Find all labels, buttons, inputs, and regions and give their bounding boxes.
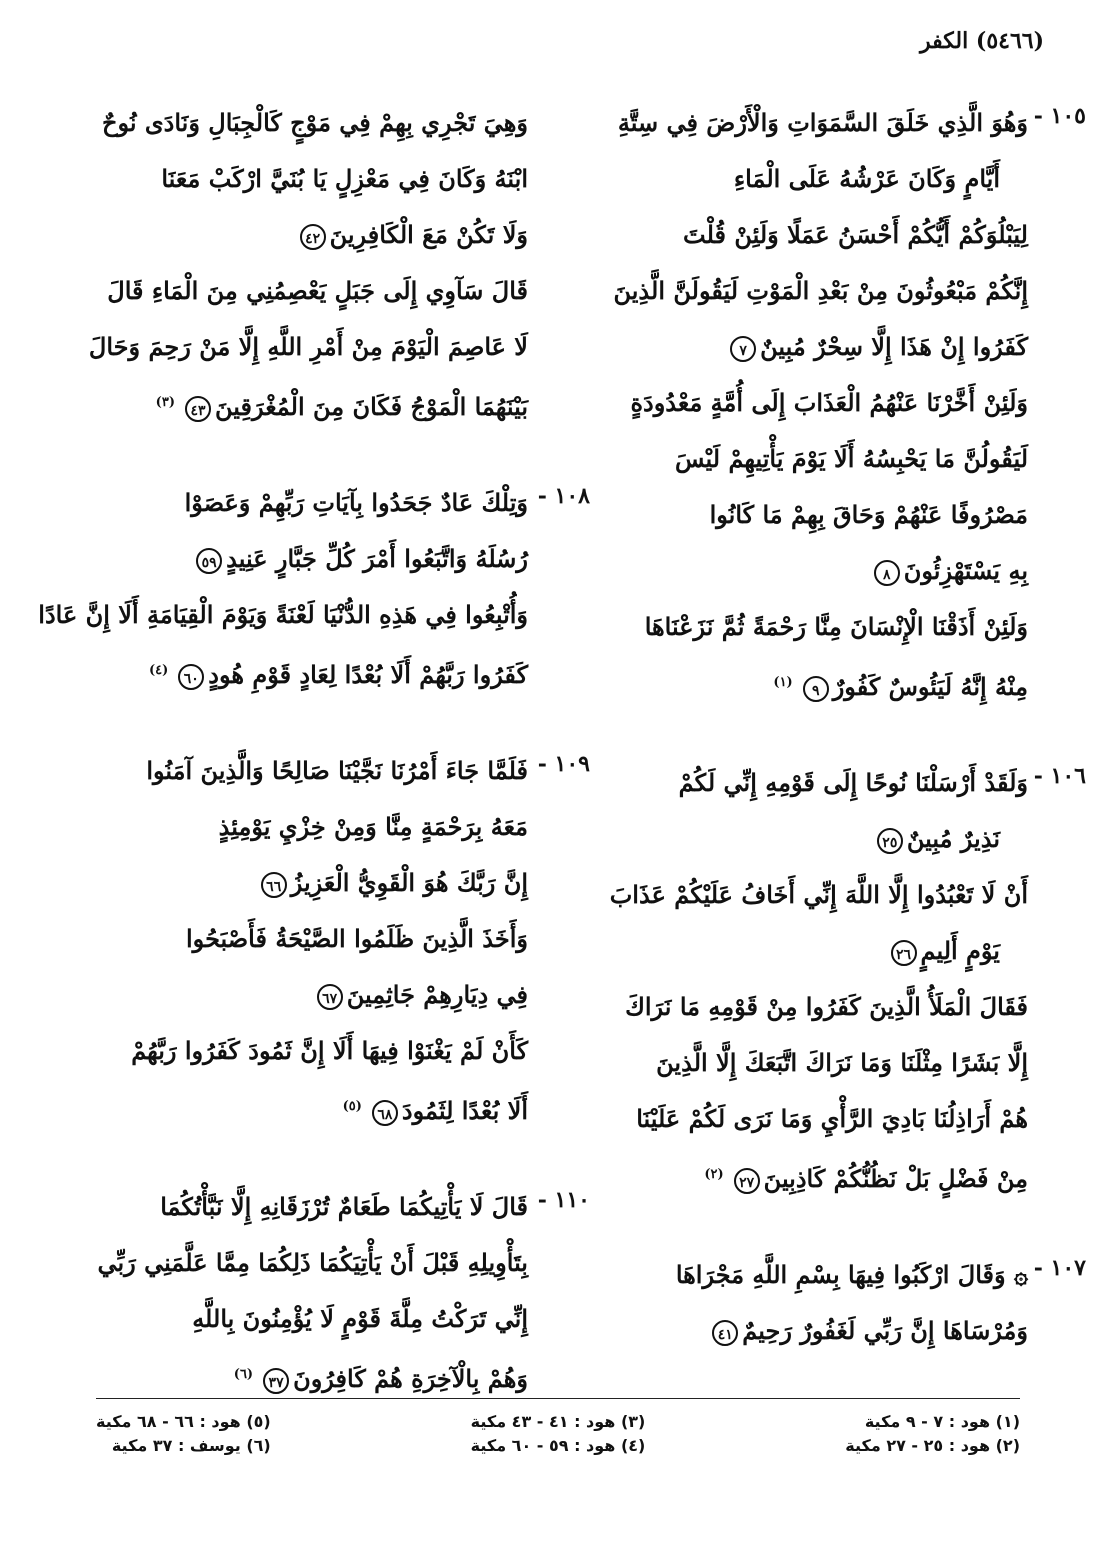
verse-line	[68, 1291, 528, 1347]
footnote-item: (٤) هود : ٥٩ - ٦٠ مكية	[470, 1436, 646, 1455]
section-number: ١٠٩ -	[537, 751, 590, 777]
verse-section	[68, 95, 528, 431]
footnote-reference: (٦)	[233, 1367, 254, 1382]
verse-text: بَيْنَهُمَا الْمَوْجُ فَكَانَ مِنَ الْمُغْرَقِينَ	[214, 392, 528, 421]
verse-section	[68, 1179, 590, 1403]
verse-line	[568, 599, 1028, 655]
ayah-number-marker: ٦٧	[317, 984, 343, 1010]
verse-line	[68, 1079, 528, 1135]
footnote-reference: (٢)	[704, 1167, 724, 1182]
verse-text: وَهُمْ بِالْآخِرَةِ هُمْ كَافِرُونَ	[293, 1364, 528, 1393]
ayah-number-marker: ٤٢	[300, 224, 326, 250]
verse-line	[568, 207, 1028, 263]
footnote-reference: (١)	[773, 675, 793, 690]
verse-line	[68, 375, 528, 431]
verse-text: مَصْرُوفًا عَنْهُمْ وَحَاقَ بِهِمْ مَا كَانُوا	[709, 500, 1028, 529]
footnote-item: (٢) هود : ٢٥ - ٢٧ مكية	[845, 1436, 1020, 1455]
verse-line	[68, 151, 528, 207]
verse-text: أَنْ لَا تَعْبُدُوا إِلَّا اللَّهَ إِنِّي أَخَافُ عَلَيْكُمْ عَذَابَ	[609, 880, 1028, 909]
verse-text: فَلَمَّا جَاءَ أَمْرُنَا نَجَّيْنَا صَالِحًا وَالَّذِينَ آمَنُوا	[146, 756, 528, 785]
section-number: ١٠٦ -	[1033, 763, 1086, 789]
section-number: ١٠٥ -	[1033, 103, 1086, 129]
ayah-number-marker: ٨	[874, 560, 900, 586]
verse-text: أَلَا بُعْدًا لِثَمُودَ	[401, 1096, 528, 1125]
verse-text: وَهِيَ تَجْرِي بِهِمْ فِي مَوْجٍ كَالْجِبَالِ وَنَادَى نُوحٌ	[101, 108, 528, 137]
verse-text: وَلَئِنْ أَخَّرْنَا عَنْهُمُ الْعَذَابَ إِلَى أُمَّةٍ مَعْدُودَةٍ	[630, 388, 1028, 417]
verse-text: فَقَالَ الْمَلَأُ الَّذِينَ كَفَرُوا مِنْ قَوْمِهِ مَا نَرَاكَ	[625, 992, 1028, 1021]
verse-text: ابْنَهُ وَكَانَ فِي مَعْزِلٍ يَا بُنَيَّ ارْكَبْ مَعَنَا	[161, 164, 528, 193]
verse-line	[68, 1347, 528, 1403]
verse-line	[568, 1247, 1028, 1303]
verse-text: لَا عَاصِمَ الْيَوْمَ مِنْ أَمْرِ اللَّهِ إِلَّا مَنْ رَحِمَ وَحَالَ	[88, 332, 528, 361]
verse-line	[568, 263, 1028, 319]
verse-line	[68, 967, 528, 1023]
ayah-number-marker: ٦٠	[178, 664, 204, 690]
verse-line	[568, 1303, 1028, 1359]
verse-line	[568, 375, 1028, 431]
ayah-number-marker: ٧	[730, 336, 756, 362]
verse-line	[568, 979, 1028, 1035]
footnote-item: (٦) يوسف : ٣٧ مكية	[111, 1436, 271, 1455]
footnote-column	[471, 1410, 646, 1458]
verse-line	[568, 543, 1028, 599]
verse-text: وَتِلْكَ عَادٌ جَحَدُوا بِآيَاتِ رَبِّهِمْ وَعَصَوْا	[184, 488, 528, 517]
footnote-reference: (٤)	[148, 663, 169, 678]
verse-line	[68, 643, 528, 699]
verse-text: إِنَّكُمْ مَبْعُوثُونَ مِنْ بَعْدِ الْمَوْتِ لَيَقُولَنَّ الَّذِينَ	[613, 276, 1028, 305]
verse-line	[568, 487, 1028, 543]
verse-line	[568, 151, 1028, 207]
ayah-number-marker: ٤٣	[185, 396, 211, 422]
verse-line	[68, 531, 528, 587]
verse-line	[568, 431, 1028, 487]
page-header: (٥٤٦٦) الكفر	[920, 28, 1044, 54]
footnote-divider	[96, 1398, 1020, 1399]
verse-text: رُسُلَهُ وَاتَّبَعُوا أَمْرَ كُلِّ جَبَّارٍ عَنِيدٍ	[226, 544, 528, 573]
footnote-item: (١) هود : ٧ - ٩ مكية	[864, 1412, 1020, 1431]
section-number: ١٠٧ -	[1033, 1255, 1086, 1281]
footnote-item: (٣) هود : ٤١ - ٤٣ مكية	[470, 1412, 646, 1431]
verse-line	[568, 1091, 1028, 1147]
verse-text: إِنَّ رَبَّكَ هُوَ الْقَوِيُّ الْعَزِيزُ	[290, 868, 528, 897]
ayah-number-marker: ٦٦	[261, 872, 287, 898]
verse-text: بِتَأْوِيلِهِ قَبْلَ أَنْ يَأْتِيَكُمَا ذَلِكُمَا مِمَّا عَلَّمَنِي رَبِّي	[97, 1248, 528, 1277]
footnote-column	[96, 1410, 271, 1458]
verse-line	[68, 799, 528, 855]
verse-line	[568, 1147, 1028, 1203]
footnote-reference: (٣)	[155, 395, 175, 410]
footnotes	[96, 1410, 1020, 1458]
verse-section	[568, 755, 1086, 1203]
verse-text: قَالَ سَآوِي إِلَى جَبَلٍ يَعْصِمُنِي مِنَ الْمَاءِ قَالَ	[107, 276, 528, 305]
verse-line	[568, 755, 1028, 811]
verse-line	[68, 855, 528, 911]
verse-line	[568, 811, 1028, 867]
verse-line	[68, 1179, 528, 1235]
verse-line	[68, 319, 528, 375]
verse-text: وَأُتْبِعُوا فِي هَذِهِ الدُّنْيَا لَعْنَةً وَيَوْمَ الْقِيَامَةِ أَلَا إِنَّ عَادًا	[38, 600, 528, 629]
verse-text: إِنِّي تَرَكْتُ مِلَّةَ قَوْمٍ لَا يُؤْمِنُونَ بِاللَّهِ	[192, 1304, 528, 1333]
verse-text: وَهُوَ الَّذِي خَلَقَ السَّمَوَاتِ وَالْأَرْضَ فِي سِتَّةِ	[617, 108, 1028, 137]
verse-text: وَلَا تَكُنْ مَعَ الْكَافِرِينَ	[329, 220, 528, 249]
ayah-number-marker: ٣٧	[263, 1368, 289, 1394]
verse-section	[568, 95, 1086, 711]
verse-line	[68, 207, 528, 263]
verse-text: لَيَقُولُنَّ مَا يَحْبِسُهُ أَلَا يَوْمَ يَأْتِيهِمْ لَيْسَ	[674, 444, 1028, 473]
verse-text: كَفَرُوا رَبَّهُمْ أَلَا بُعْدًا لِعَادٍ قَوْمِ هُودٍ	[208, 660, 528, 689]
verse-line	[568, 1035, 1028, 1091]
verse-line	[568, 867, 1028, 923]
verse-line	[68, 1023, 528, 1079]
verse-text: لِيَبْلُوَكُمْ أَيُّكُمْ أَحْسَنُ عَمَلًا وَلَئِنْ قُلْتَ	[683, 220, 1028, 249]
footnote-item: (٥) هود : ٦٦ - ٦٨ مكية	[96, 1412, 271, 1431]
verse-text: أَيَّامٍ وَكَانَ عَرْشُهُ عَلَى الْمَاءِ	[733, 164, 1000, 193]
verse-text: فِي دِيَارِهِمْ جَاثِمِينَ	[346, 980, 528, 1009]
ayah-number-marker: ٥٩	[196, 548, 222, 574]
ayah-number-marker: ٢٧	[734, 1168, 760, 1194]
verse-text: هُمْ أَرَاذِلُنَا بَادِيَ الرَّأْيِ وَمَا نَرَى لَكُمْ عَلَيْنَا	[636, 1104, 1028, 1133]
verse-line	[68, 95, 528, 151]
verse-line	[568, 319, 1028, 375]
verse-line	[568, 95, 1028, 151]
verse-text: يَوْمٍ أَلِيمٍ	[920, 936, 1000, 965]
ayah-number-marker: ٢٦	[891, 940, 917, 966]
verse-text: ۞ وَقَالَ ارْكَبُوا فِيهَا بِسْمِ اللَّهِ مَجْرَاهَا	[675, 1260, 1028, 1289]
verse-text: بِهِ يَسْتَهْزِئُونَ	[903, 556, 1028, 585]
footnote-reference: (٥)	[342, 1099, 362, 1114]
verse-line	[68, 263, 528, 319]
verse-text: نَذِيرٌ مُبِينٌ	[906, 824, 1000, 853]
verse-text: وَلَئِنْ أَذَقْنَا الْإِنْسَانَ مِنَّا رَحْمَةً ثُمَّ نَزَعْنَاهَا	[644, 612, 1028, 641]
verse-line	[68, 911, 528, 967]
verse-line	[68, 1235, 528, 1291]
verse-text: قَالَ لَا يَأْتِيكُمَا طَعَامٌ تُرْزَقَانِهِ إِلَّا نَبَّأْتُكُمَا	[160, 1192, 528, 1221]
verse-section	[38, 475, 590, 699]
verse-line	[568, 655, 1028, 711]
verse-line	[68, 743, 528, 799]
verse-line	[38, 587, 528, 643]
verse-text: كَفَرُوا إِنْ هَذَا إِلَّا سِحْرٌ مُبِينٌ	[760, 332, 1028, 361]
verse-text: كَأَنْ لَمْ يَغْنَوْا فِيهَا أَلَا إِنَّ ثَمُودَ كَفَرُوا رَبَّهُمْ	[131, 1036, 528, 1065]
ayah-number-marker: ٤١	[712, 1320, 738, 1346]
verse-text: إِلَّا بَشَرًا مِثْلَنَا وَمَا نَرَاكَ اتَّبَعَكَ إِلَّا الَّذِينَ	[656, 1048, 1028, 1077]
verse-text: وَأَخَذَ الَّذِينَ ظَلَمُوا الصَّيْحَةُ فَأَصْبَحُوا	[186, 924, 528, 953]
verse-section	[68, 743, 590, 1135]
verse-text: مِنْهُ إِنَّهُ لَيَئُوسٌ كَفُورٌ	[832, 672, 1028, 701]
verse-line	[568, 923, 1028, 979]
verse-section	[568, 1247, 1086, 1359]
right-column	[568, 95, 1086, 1403]
ayah-number-marker: ٦٨	[372, 1100, 398, 1126]
verse-text: وَلَقَدْ أَرْسَلْنَا نُوحًا إِلَى قَوْمِهِ إِنِّي لَكُمْ	[678, 768, 1028, 797]
footnote-column	[845, 1410, 1020, 1458]
verse-text: وَمُرْسَاهَا إِنَّ رَبِّي لَغَفُورٌ رَحِيمٌ	[742, 1316, 1028, 1345]
ayah-number-marker: ٩	[803, 676, 829, 702]
verse-line	[68, 475, 528, 531]
verse-text: مَعَهُ بِرَحْمَةٍ مِنَّا وَمِنْ خِزْيِ يَوْمِئِذٍ	[218, 812, 528, 841]
verse-text: مِنْ فَضْلٍ بَلْ نَظُنُّكُمْ كَاذِبِينَ	[763, 1164, 1028, 1193]
ayah-number-marker: ٢٥	[877, 828, 903, 854]
section-number: ١٠٨ -	[537, 483, 590, 509]
section-number: ١١٠ -	[537, 1187, 590, 1213]
